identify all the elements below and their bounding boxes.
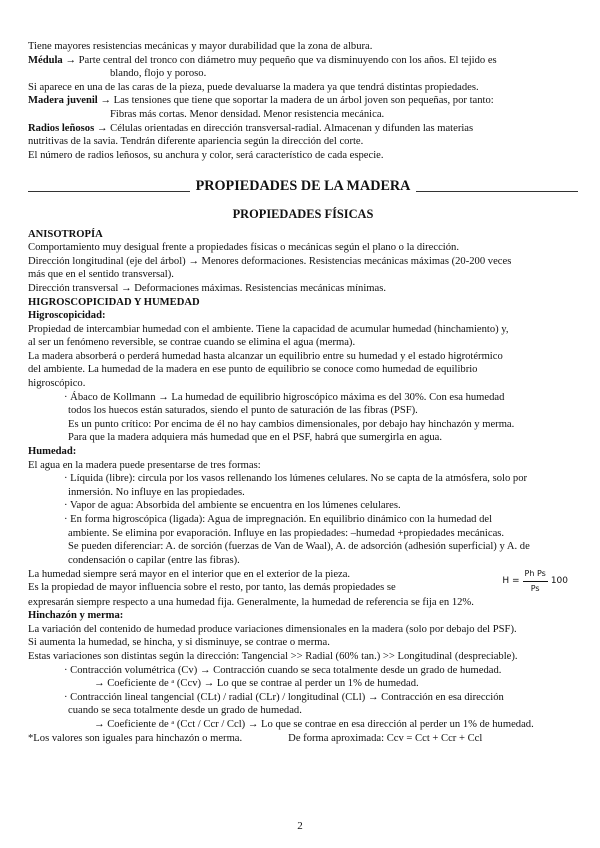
higro-line: del ambiente. La humedad de la madera en ese punto de equilibrio se conoce como humedad de equilibrio <box>28 364 478 376</box>
humedad-liquida-cont: inmersión. No influye en las propiedades. <box>68 486 245 498</box>
kollmann-line: Para que la madera adquiera más humedad que en el PSF, habrá que sumergirla en agua. <box>68 432 443 444</box>
formula-factor: 100 <box>550 575 568 586</box>
medula-text: → Parte central del tronco con diámetro muy pequeño que va disminuyendo con los años. El tejido es <box>62 54 497 66</box>
hinchazon-line: Si aumenta la humedad, se hincha, y si disminuye, se contrae o merma. <box>28 637 330 649</box>
document-page <box>28 40 578 745</box>
contraccion-volumetrica: · Contracción volumétrica (Cv) → Contracción cuando se seca totalmente desde un grado de humedad. <box>64 664 502 676</box>
radios-text-cont2: El número de radios leñosos, su anchura y color, será característico de cada especie. <box>28 149 384 161</box>
humidity-formula <box>502 567 568 595</box>
coeficiente-lineal: → Coeficiente de ᵃ (Cct / Ccr / Ccl) → Lo que se contrae en esa dirección al perder un 1% de humedad. <box>94 718 534 730</box>
humedad-formula-row <box>28 567 578 595</box>
anisotropia-line: Comportamiento muy desigual frente a propiedades físicas o mecánicas según el plano o la dirección. <box>28 242 459 254</box>
humedad-higroscopica-cont: ambiente. Se elimina por evaporación. Influye en las propiedades: –humedad +propiedades mecánicas. <box>68 527 505 539</box>
higro-line: La madera absorberá o perderá humedad hasta alcanzar un equilibrio entre su humedad y el estado higrotérmico <box>28 350 503 362</box>
title-rule-right <box>416 191 578 192</box>
higro-line: al ser un fenómeno reversible, se contrae cuando se elimina el agua (merma). <box>28 337 356 349</box>
anisotropia-line: Dirección longitudinal (eje del árbol) → Menores deformaciones. Resistencias mecánicas máximas (20-200 veces <box>28 255 512 267</box>
humedad-subheading: Humedad: <box>28 446 77 458</box>
approx-formula: De forma aproximada: Ccv = Cct + Ccr + Ccl <box>288 732 483 744</box>
medula-term: Médula <box>28 54 63 66</box>
kollmann-line: todos los huecos están saturados, siendo el punto de saturación de las fibras (PSF). <box>68 405 418 417</box>
formula-numerator: Ph Ps <box>523 567 548 582</box>
anisotropia-heading: ANISOTROPÍA <box>28 228 103 240</box>
contraccion-lineal: · Contracción lineal tangencial (CLt) / radial (CLr) / longitudinal (CLl) → Contracción en esa dirección <box>64 691 504 703</box>
intro-line: Tiene mayores resistencias mecánicas y mayor durabilidad que la zona de albura. <box>28 41 373 52</box>
radios-paragraph <box>28 122 578 136</box>
note-row <box>28 732 578 746</box>
section-title-row <box>28 180 578 194</box>
humedad-higroscopica: · En forma higroscópica (ligada): Agua de impregnación. En equilibrio dinámico con la humedad del <box>64 514 493 525</box>
title-rule-left <box>28 191 190 192</box>
note-text: *Los valores son iguales para hinchazón o merma. <box>28 732 243 744</box>
coeficiente-volumetrico: → Coeficiente de ᵃ (Ccv) → Lo que se contrae al perder un 1% de humedad. <box>94 678 419 690</box>
anisotropia-line: más que en el sentido transversal). <box>28 269 174 281</box>
radios-term: Radios leñosos <box>28 122 95 134</box>
humedad-liquida: · Líquida (libre): circula por los vasos rellenando los lúmenes celulares. No se capta de la atmósfera, solo por <box>64 473 528 485</box>
humedad-higroscopica-cont: condensación o capilar (entre las fibras). <box>68 554 240 566</box>
contraccion-lineal-cont: cuando se seca totalmente desde un grado de humedad. <box>68 705 302 717</box>
juvenil-text: → Las tensiones que tiene que soportar la madera de un árbol joven son pequeñas, por tanto: <box>97 95 494 107</box>
humedad-higroscopica-cont: Se pueden diferenciar: A. de sorción (fuerzas de Van de Waal), A. de adsorción (adhesión superficial) y A. de <box>68 541 530 553</box>
humedad-line: La humedad siempre será mayor en el interior que en el exterior de la pieza. <box>28 568 351 580</box>
hinchazon-line: Estas variaciones son distintas según la dirección: Tangencial >> Radial (60% tan.) >> Longitudinal (despreciable). <box>28 650 518 662</box>
kollmann-line: · Ábaco de Kollmann → La humedad de equilibrio higroscópico máxima es del 30%. Con esa humedad <box>64 391 505 403</box>
juvenil-text-cont: Fibras más cortas. Menor densidad. Menor resistencia mecánica. <box>110 108 385 120</box>
si-aparece-line: Si aparece en una de las caras de la pieza, puede devaluarse la madera ya que tendrá distintas propiedades. <box>28 81 479 93</box>
medula-text-cont: blando, flojo y poroso. <box>110 68 207 80</box>
medula-paragraph <box>28 54 578 68</box>
humedad-vapor: · Vapor de agua: Absorbida del ambiente se encuentra en los lúmenes celulares. <box>64 500 401 512</box>
radios-text-cont: nutritivas de la savia. Tendrán diferente apariencia según la dirección del corte. <box>28 136 364 148</box>
formula-fraction <box>523 567 548 595</box>
subsection-title: PROPIEDADES FÍSICAS <box>232 206 374 221</box>
humedad-line: expresarán siempre respecto a una humedad fija. Generalmente, la humedad de referencia se fija en 12%. <box>28 596 474 608</box>
anisotropia-line: Dirección transversal → Deformaciones máximas. Resistencias mecánicas mínimas. <box>28 282 387 294</box>
humedad-line: Es la propiedad de mayor influencia sobre el resto, por tanto, las demás propiedades se <box>28 582 396 594</box>
higro-line: higroscópico. <box>28 378 86 390</box>
juvenil-term: Madera juvenil <box>28 95 98 107</box>
higro-subheading: Higroscopicidad: <box>28 310 106 322</box>
radios-text: → Células orientadas en dirección transversal-radial. Almacenan y difunden las materias <box>94 122 474 134</box>
higro-line: Propiedad de intercambiar humedad con el ambiente. Tiene la capacidad de acumular humedad (hinchamiento) y, <box>28 323 509 335</box>
formula-denominator: Ps <box>530 583 540 593</box>
hinchazon-line: La variación del contenido de humedad produce variaciones dimensionales en la madera (solo por debajo del PSF). <box>28 623 517 635</box>
hinchazon-subheading: Hinchazón y merma: <box>28 610 124 622</box>
higro-heading: HIGROSCOPICIDAD Y HUMEDAD <box>28 296 200 308</box>
kollmann-line: Es un punto crítico: Por encima de él no hay cambios dimensionales, por debajo hay hinchazón y merma. <box>68 418 515 430</box>
humedad-line: El agua en la madera puede presentarse de tres formas: <box>28 459 261 471</box>
formula-lhs: H = <box>502 575 520 586</box>
section-title: PROPIEDADES DE LA MADERA <box>195 178 411 195</box>
page-number: 2 <box>297 820 303 832</box>
juvenil-paragraph <box>28 94 578 108</box>
